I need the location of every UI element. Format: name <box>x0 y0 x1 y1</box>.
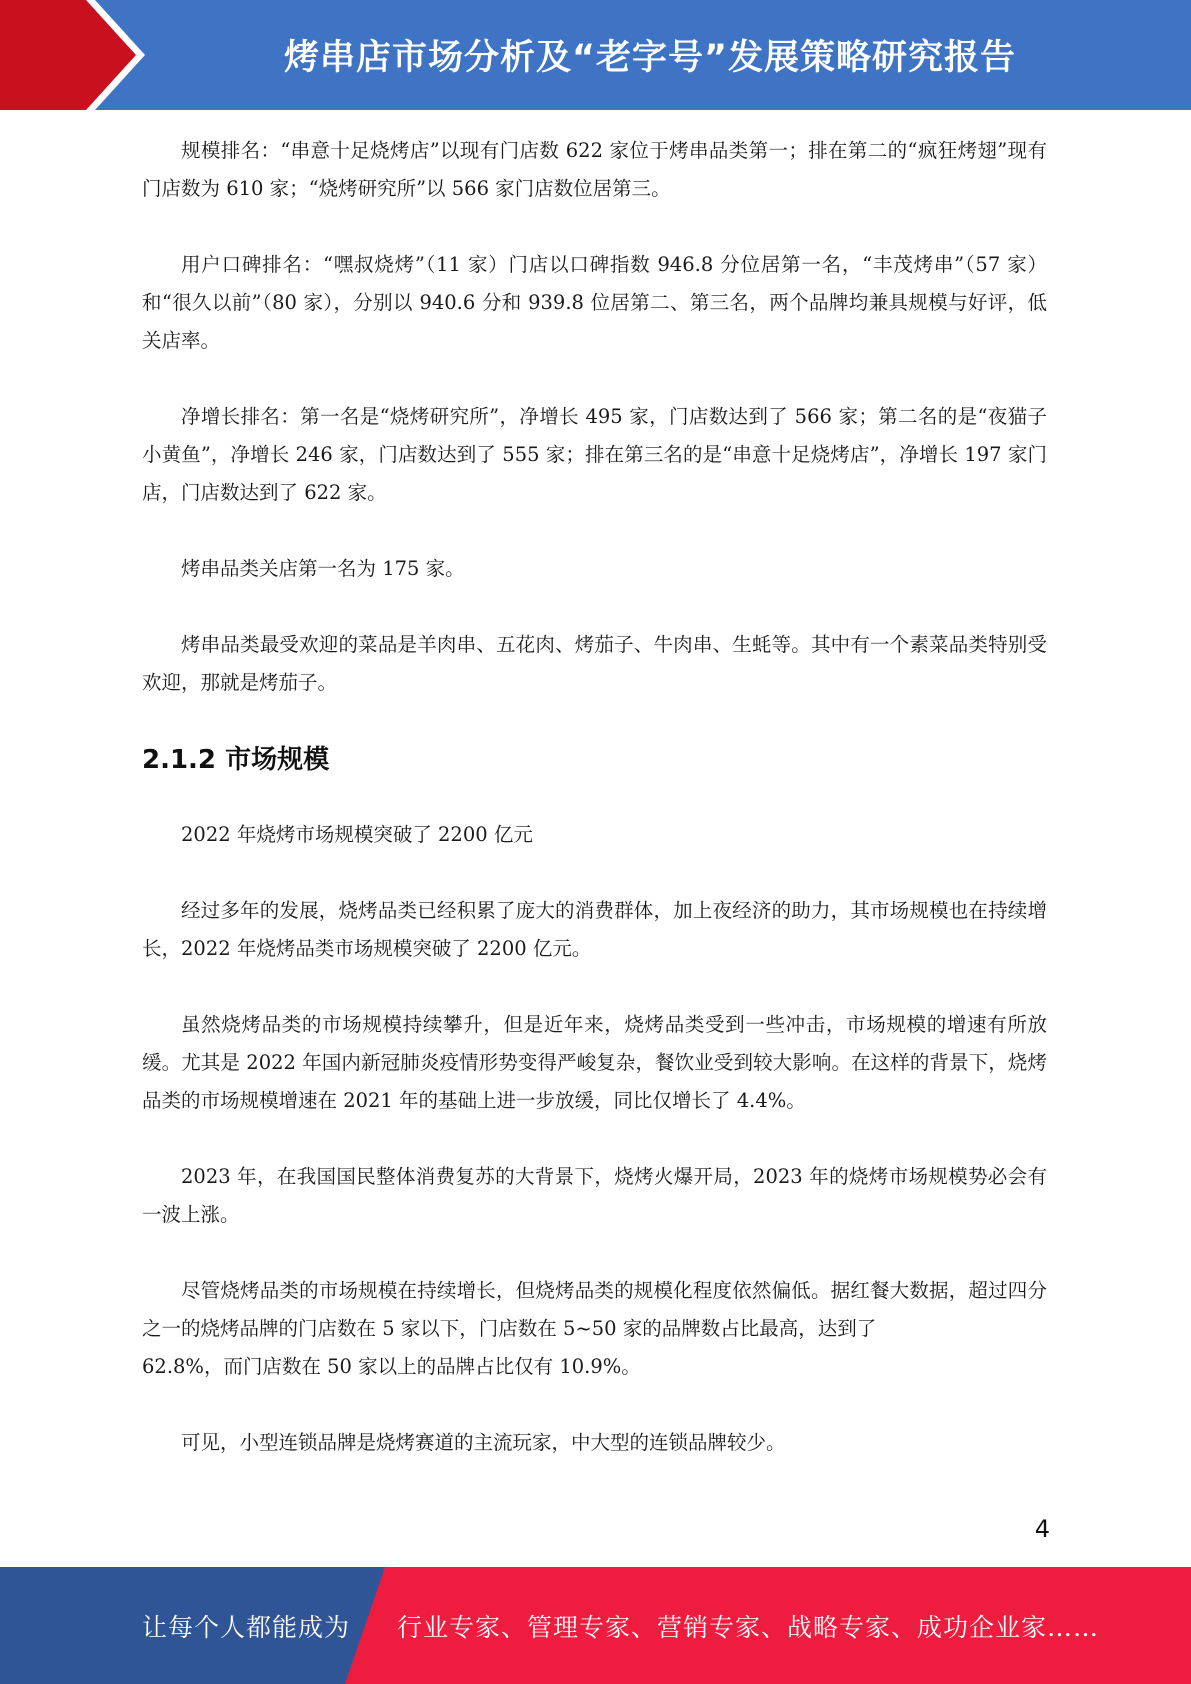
paragraph-2023-outlook: 2023 年，在我国国民整体消费复苏的大背景下，烧烤火爆开局，2023 年的烧烤市场规模势必会有一波上涨。 <box>142 1165 1047 1226</box>
header-arrow-decoration <box>0 0 160 110</box>
paragraph-market-size-2022: 2022 年烧烤市场规模突破了 2200 亿元 <box>181 823 533 846</box>
paragraph-scale-ranking: 规模排名：“串意十足烧烤店”以现有门店数 622 家位于烤串品类第一；排在第二的“疯狂烤翅”现有门店数为 610 家；“烧烤研究所”以 566 家门店数位居第三。 <box>142 139 1047 200</box>
report-title: 烤串店市场分析及“老字号”发展策略研究报告 <box>283 38 1016 78</box>
paragraph-growth-slowdown: 虽然烧烤品类的市场规模持续攀升，但是近年来，烧烤品类受到一些冲击，市场规模的增速有所放缓。尤其是 2022 年国内新冠肺炎疫情形势变得严峻复杂，餐饮业受到较大影响。在这样的背景下，烧烤品类的市场规模增速在 2021 年的基础上进一步放缓，同比仅增长了 4.4%。 <box>142 1013 1047 1112</box>
header-banner <box>0 0 1191 110</box>
section-heading: 2.1.2 市场规模 <box>142 745 330 775</box>
paragraph-conclusion: 可见，小型连锁品牌是烧烤赛道的主流玩家，中大型的连锁品牌较少。 <box>181 1431 786 1454</box>
paragraph-reputation-ranking: 用户口碑排名：“嘿叔烧烤”（11 家）门店以口碑指数 946.8 分位居第一名，“丰茂烤串”（57 家）和“很久以前”（80 家），分别以 940.6 分和 939.8 位居第二、第三名，两个品牌均兼具规模与好评，低关店率。 <box>142 253 1047 352</box>
footer-slogan-left: 让每个人都能成为 <box>142 1612 351 1642</box>
footer-banner <box>0 1567 1191 1684</box>
paragraph-popular-dishes: 烤串品类最受欢迎的菜品是羊肉串、五花肉、烤茄子、牛肉串、生蚝等。其中有一个素菜品类特别受欢迎，那就是烤茄子。 <box>142 633 1047 694</box>
main-content <box>142 132 1047 1500</box>
paragraph-closures: 烤串品类关店第一名为 175 家。 <box>181 557 465 580</box>
paragraph-scale-level: 尽管烧烤品类的市场规模在持续增长，但烧烤品类的规模化程度依然偏低。据红餐大数据，超过四分之一的烧烤品牌的门店数在 5 家以下，门店数在 5~50 家的品牌数占比最高，达到了 62.8%，而门店数在 50 家以上的品牌占比仅有 10.9%。 <box>142 1279 1047 1378</box>
footer-slogan-right: 行业专家、管理专家、营销专家、战略专家、成功企业家…… <box>397 1612 1100 1642</box>
page-number: 4 <box>1034 1515 1050 1543</box>
paragraph-growth-ranking: 净增长排名：第一名是“烧烤研究所”，净增长 495 家，门店数达到了 566 家；第二名的是“夜猫子小黄鱼”，净增长 246 家，门店数达到了 555 家；排在第三名的是“串意十足烧烤店”，净增长 197 家门店，门店数达到了 622 家。 <box>142 405 1047 504</box>
paragraph-market-growth: 经过多年的发展，烧烤品类已经积累了庞大的消费群体，加上夜经济的助力，其市场规模也在持续增长，2022 年烧烤品类市场规模突破了 2200 亿元。 <box>142 899 1047 960</box>
